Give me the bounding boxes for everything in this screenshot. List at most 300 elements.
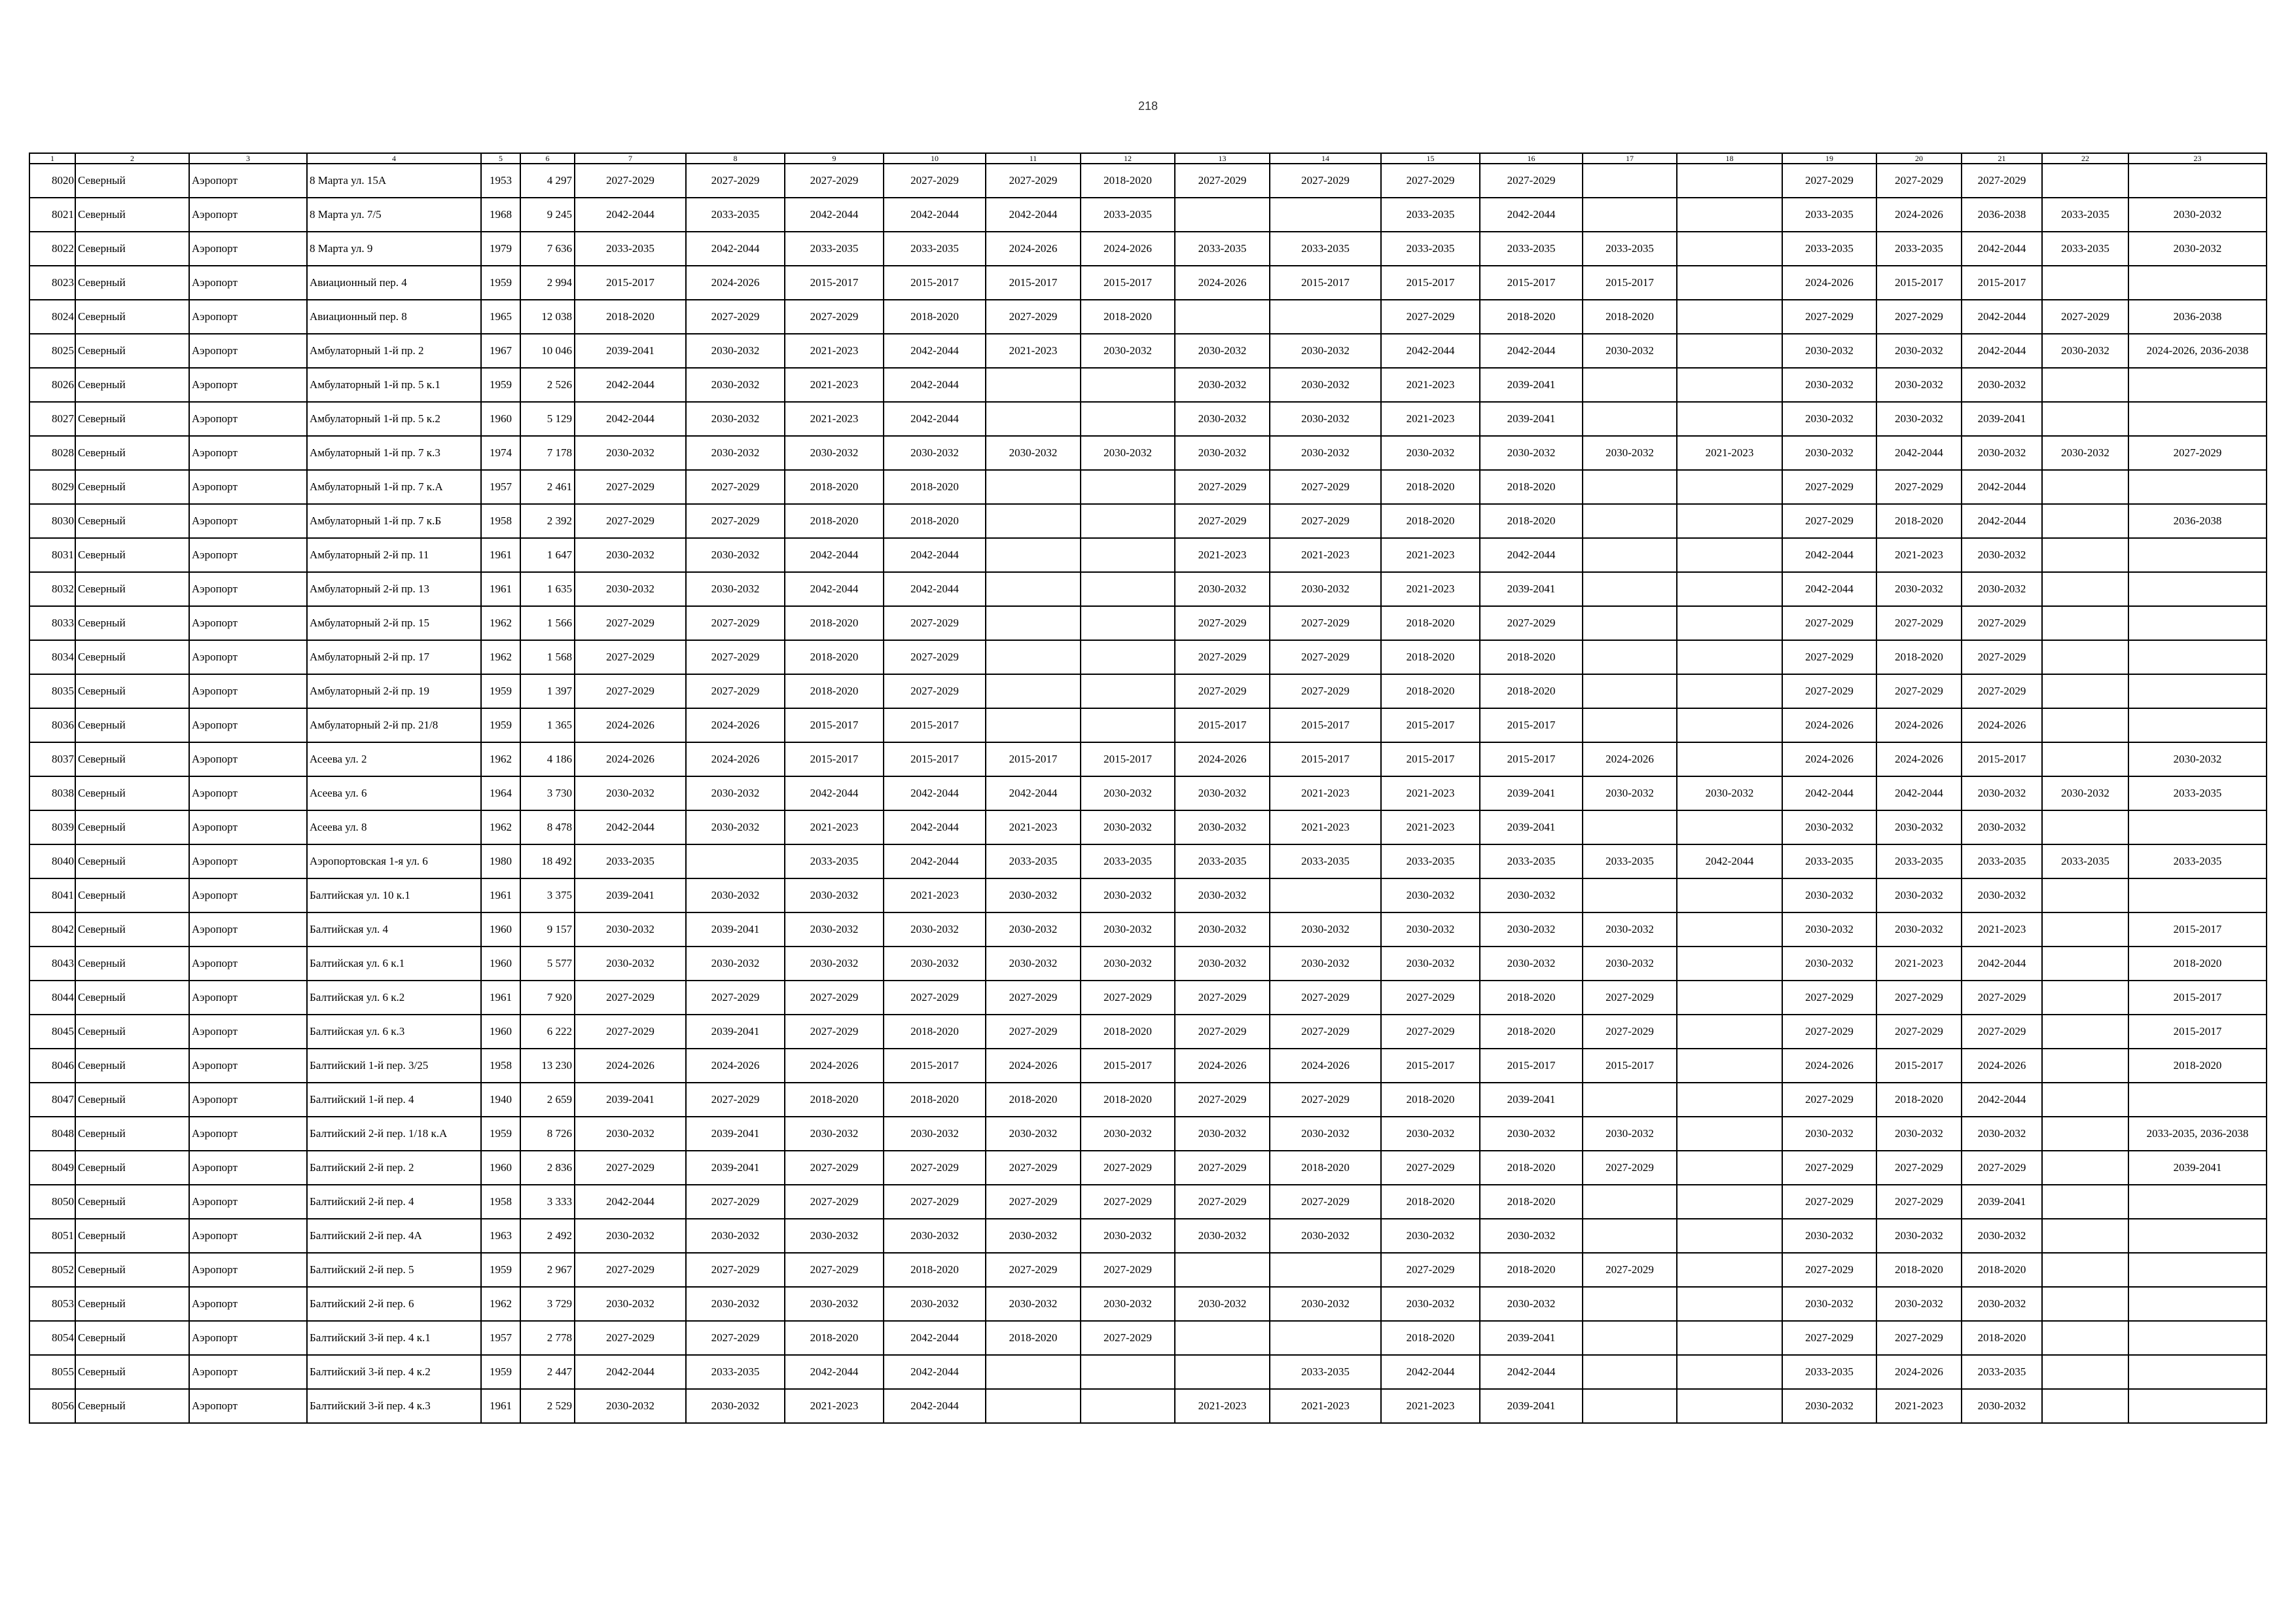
table-row	[29, 947, 2267, 981]
table-cell-col-18	[1677, 640, 1782, 674]
table-cell-col-6: 2 994	[520, 266, 575, 300]
table-cell-col-3: Аэропорт	[189, 436, 307, 470]
table-cell-col-8: 2024-2026	[686, 266, 785, 300]
table-cell-col-11: 2030-2032	[986, 1117, 1081, 1151]
table-cell-col-5: 1958	[481, 1049, 520, 1083]
table-cell-col-17	[1583, 538, 1677, 572]
table-cell-col-1: 8040	[29, 844, 75, 878]
table-cell-col-14: 2021-2023	[1270, 810, 1381, 844]
table-cell-col-22	[2042, 1287, 2128, 1321]
table-cell-col-5: 1960	[481, 912, 520, 947]
table-cell-col-10: 2015-2017	[884, 708, 986, 742]
table-cell-col-8: 2030-2032	[686, 402, 785, 436]
table-cell-col-4: Балтийский 3-й пер. 4 к.2	[307, 1355, 481, 1389]
table-cell-col-8: 2027-2029	[686, 640, 785, 674]
table-cell-col-18	[1677, 878, 1782, 912]
table-cell-col-16: 2039-2041	[1480, 402, 1583, 436]
table-cell-col-17: 2030-2032	[1583, 436, 1677, 470]
table-cell-col-19: 2024-2026	[1782, 708, 1876, 742]
table-cell-col-3: Аэропорт	[189, 1049, 307, 1083]
table-cell-col-23	[2128, 878, 2267, 912]
table-cell-col-14: 2018-2020	[1270, 1151, 1381, 1185]
table-cell-col-5: 1961	[481, 538, 520, 572]
table-cell-col-8: 2030-2032	[686, 1287, 785, 1321]
table-cell-col-18	[1677, 504, 1782, 538]
table-cell-col-5: 1963	[481, 1219, 520, 1253]
table-cell-col-5: 1962	[481, 640, 520, 674]
table-cell-col-6: 1 635	[520, 572, 575, 606]
table-cell-col-19: 2030-2032	[1782, 1287, 1876, 1321]
table-cell-col-9: 2030-2032	[785, 912, 884, 947]
table-cell-col-13: 2027-2029	[1175, 470, 1270, 504]
table-cell-col-6: 6 222	[520, 1015, 575, 1049]
table-cell-col-2: Северный	[75, 1219, 189, 1253]
table-cell-col-20: 2030-2032	[1876, 402, 1962, 436]
table-cell-col-16: 2042-2044	[1480, 334, 1583, 368]
table-cell-col-19: 2024-2026	[1782, 742, 1876, 776]
table-cell-col-22	[2042, 742, 2128, 776]
table-cell-col-19: 2027-2029	[1782, 674, 1876, 708]
table-row	[29, 844, 2267, 878]
table-cell-col-3: Аэропорт	[189, 164, 307, 198]
table-cell-col-4: Балтийский 3-й пер. 4 к.1	[307, 1321, 481, 1355]
header-row	[29, 153, 2267, 164]
table-cell-col-4: Амбулаторный 1-й пр. 5 к.1	[307, 368, 481, 402]
table-cell-col-21: 2042-2044	[1962, 334, 2042, 368]
table-cell-col-16: 2018-2020	[1480, 1151, 1583, 1185]
table-cell-col-8: 2039-2041	[686, 1117, 785, 1151]
table-cell-col-12: 2033-2035	[1081, 844, 1175, 878]
table-cell-col-4: Балтийская ул. 10 к.1	[307, 878, 481, 912]
table-cell-col-13: 2030-2032	[1175, 878, 1270, 912]
table-cell-col-12: 2030-2032	[1081, 878, 1175, 912]
table-cell-col-16: 2042-2044	[1480, 538, 1583, 572]
table-cell-col-18	[1677, 266, 1782, 300]
table-cell-col-3: Аэропорт	[189, 1287, 307, 1321]
table-cell-col-18	[1677, 912, 1782, 947]
table-cell-col-2: Северный	[75, 606, 189, 640]
table-cell-col-6: 5 129	[520, 402, 575, 436]
table-cell-col-17: 2027-2029	[1583, 1015, 1677, 1049]
table-cell-col-11: 2027-2029	[986, 1151, 1081, 1185]
table-cell-col-6: 1 397	[520, 674, 575, 708]
table-cell-col-21: 2042-2044	[1962, 470, 2042, 504]
table-cell-col-3: Аэропорт	[189, 572, 307, 606]
table-cell-col-20: 2030-2032	[1876, 912, 1962, 947]
table-cell-col-8: 2027-2029	[686, 1083, 785, 1117]
table-cell-col-3: Аэропорт	[189, 470, 307, 504]
table-cell-col-15: 2015-2017	[1381, 708, 1480, 742]
table-cell-col-23: 2033-2035	[2128, 844, 2267, 878]
table-cell-col-23	[2128, 572, 2267, 606]
table-cell-col-19: 2027-2029	[1782, 640, 1876, 674]
table-cell-col-18	[1677, 1151, 1782, 1185]
column-number-16: 16	[1480, 153, 1583, 164]
table-cell-col-10: 2030-2032	[884, 947, 986, 981]
table-cell-col-16: 2015-2017	[1480, 266, 1583, 300]
table-cell-col-19: 2027-2029	[1782, 606, 1876, 640]
column-number-15: 15	[1381, 153, 1480, 164]
table-cell-col-7: 2030-2032	[575, 912, 686, 947]
table-cell-col-23	[2128, 266, 2267, 300]
table-body	[29, 164, 2267, 1423]
table-cell-col-1: 8022	[29, 232, 75, 266]
table-cell-col-20: 2021-2023	[1876, 1389, 1962, 1423]
table-cell-col-7: 2042-2044	[575, 368, 686, 402]
table-cell-col-14: 2027-2029	[1270, 1015, 1381, 1049]
table-cell-col-3: Аэропорт	[189, 981, 307, 1015]
table-cell-col-1: 8020	[29, 164, 75, 198]
table-cell-col-12: 2027-2029	[1081, 1253, 1175, 1287]
table-cell-col-18	[1677, 368, 1782, 402]
table-cell-col-5: 1960	[481, 1015, 520, 1049]
table-cell-col-9: 2021-2023	[785, 810, 884, 844]
table-cell-col-22: 2030-2032	[2042, 776, 2128, 810]
table-cell-col-9: 2027-2029	[785, 1185, 884, 1219]
table-cell-col-4: Амбулаторный 1-й пр. 5 к.2	[307, 402, 481, 436]
table-cell-col-20: 2030-2032	[1876, 1219, 1962, 1253]
table-cell-col-23: 2018-2020	[2128, 1049, 2267, 1083]
table-cell-col-7: 2042-2044	[575, 402, 686, 436]
table-cell-col-9: 2015-2017	[785, 708, 884, 742]
table-cell-col-5: 1974	[481, 436, 520, 470]
column-number-7: 7	[575, 153, 686, 164]
table-cell-col-18	[1677, 606, 1782, 640]
table-cell-col-20: 2024-2026	[1876, 742, 1962, 776]
table-cell-col-22	[2042, 1117, 2128, 1151]
table-cell-col-7: 2033-2035	[575, 844, 686, 878]
table-cell-col-21: 2027-2029	[1962, 674, 2042, 708]
table-cell-col-14: 2030-2032	[1270, 1287, 1381, 1321]
table-cell-col-12	[1081, 674, 1175, 708]
table-cell-col-6: 4 297	[520, 164, 575, 198]
table-cell-col-7: 2030-2032	[575, 1287, 686, 1321]
table-cell-col-2: Северный	[75, 708, 189, 742]
table-row	[29, 776, 2267, 810]
table-cell-col-16: 2039-2041	[1480, 368, 1583, 402]
table-cell-col-16: 2018-2020	[1480, 981, 1583, 1015]
table-cell-col-7: 2030-2032	[575, 1389, 686, 1423]
table-cell-col-5: 1960	[481, 1151, 520, 1185]
table-cell-col-9: 2018-2020	[785, 640, 884, 674]
table-cell-col-1: 8043	[29, 947, 75, 981]
table-cell-col-3: Аэропорт	[189, 1355, 307, 1389]
table-cell-col-17	[1583, 708, 1677, 742]
table-cell-col-6: 2 526	[520, 368, 575, 402]
table-cell-col-21: 2015-2017	[1962, 266, 2042, 300]
table-cell-col-14	[1270, 300, 1381, 334]
table-cell-col-4: Балтийский 2-й пер. 5	[307, 1253, 481, 1287]
table-cell-col-6: 2 967	[520, 1253, 575, 1287]
table-cell-col-21: 2030-2032	[1962, 878, 2042, 912]
table-cell-col-18: 2021-2023	[1677, 436, 1782, 470]
table-cell-col-1: 8035	[29, 674, 75, 708]
table-cell-col-7: 2030-2032	[575, 776, 686, 810]
table-cell-col-12: 2030-2032	[1081, 776, 1175, 810]
table-cell-col-22	[2042, 1185, 2128, 1219]
table-cell-col-7: 2024-2026	[575, 1049, 686, 1083]
column-number-22: 22	[2042, 153, 2128, 164]
table-cell-col-12	[1081, 504, 1175, 538]
table-cell-col-10: 2030-2032	[884, 1219, 986, 1253]
table-cell-col-1: 8037	[29, 742, 75, 776]
table-cell-col-8: 2030-2032	[686, 1389, 785, 1423]
table-cell-col-8: 2030-2032	[686, 572, 785, 606]
table-cell-col-4: 8 Марта ул. 15А	[307, 164, 481, 198]
table-cell-col-10: 2027-2029	[884, 164, 986, 198]
table-cell-col-1: 8025	[29, 334, 75, 368]
table-cell-col-20: 2021-2023	[1876, 947, 1962, 981]
table-cell-col-1: 8021	[29, 198, 75, 232]
table-cell-col-9: 2027-2029	[785, 1151, 884, 1185]
table-cell-col-3: Аэропорт	[189, 1321, 307, 1355]
table-cell-col-9: 2021-2023	[785, 334, 884, 368]
table-cell-col-12: 2015-2017	[1081, 266, 1175, 300]
column-number-18: 18	[1677, 153, 1782, 164]
table-cell-col-10: 2042-2044	[884, 572, 986, 606]
table-cell-col-20: 2030-2032	[1876, 1287, 1962, 1321]
table-cell-col-1: 8054	[29, 1321, 75, 1355]
table-cell-col-6: 1 568	[520, 640, 575, 674]
table-cell-col-16: 2042-2044	[1480, 198, 1583, 232]
table-cell-col-10: 2027-2029	[884, 640, 986, 674]
table-cell-col-7: 2030-2032	[575, 1219, 686, 1253]
table-cell-col-22	[2042, 470, 2128, 504]
table-cell-col-1: 8048	[29, 1117, 75, 1151]
table-cell-col-10: 2042-2044	[884, 1355, 986, 1389]
table-cell-col-17: 2033-2035	[1583, 232, 1677, 266]
table-cell-col-8: 2030-2032	[686, 810, 785, 844]
table-cell-col-13	[1175, 1253, 1270, 1287]
table-cell-col-5: 1968	[481, 198, 520, 232]
column-number-14: 14	[1270, 153, 1381, 164]
table-cell-col-6: 2 447	[520, 1355, 575, 1389]
table-cell-col-6: 7 920	[520, 981, 575, 1015]
table-cell-col-12: 2015-2017	[1081, 1049, 1175, 1083]
table-cell-col-15: 2030-2032	[1381, 947, 1480, 981]
table-cell-col-3: Аэропорт	[189, 334, 307, 368]
table-cell-col-11	[986, 606, 1081, 640]
table-cell-col-14: 2027-2029	[1270, 640, 1381, 674]
table-cell-col-23: 2036-2038	[2128, 300, 2267, 334]
table-cell-col-10: 2042-2044	[884, 844, 986, 878]
table-cell-col-20: 2018-2020	[1876, 1083, 1962, 1117]
table-cell-col-1: 8023	[29, 266, 75, 300]
table-cell-col-3: Аэропорт	[189, 232, 307, 266]
table-cell-col-9: 2027-2029	[785, 164, 884, 198]
table-cell-col-4: 8 Марта ул. 9	[307, 232, 481, 266]
table-cell-col-13	[1175, 1321, 1270, 1355]
table-cell-col-14: 2027-2029	[1270, 504, 1381, 538]
table-row	[29, 1287, 2267, 1321]
table-cell-col-10: 2042-2044	[884, 198, 986, 232]
table-cell-col-17: 2030-2032	[1583, 776, 1677, 810]
table-cell-col-17	[1583, 1389, 1677, 1423]
table-cell-col-1: 8024	[29, 300, 75, 334]
table-cell-col-20: 2030-2032	[1876, 810, 1962, 844]
table-cell-col-6: 7 178	[520, 436, 575, 470]
table-cell-col-23: 2027-2029	[2128, 436, 2267, 470]
table-cell-col-7: 2042-2044	[575, 1355, 686, 1389]
table-cell-col-20: 2024-2026	[1876, 198, 1962, 232]
table-cell-col-11: 2018-2020	[986, 1083, 1081, 1117]
table-cell-col-3: Аэропорт	[189, 776, 307, 810]
table-cell-col-20: 2027-2029	[1876, 300, 1962, 334]
table-cell-col-7: 2039-2041	[575, 334, 686, 368]
table-cell-col-20: 2030-2032	[1876, 572, 1962, 606]
table-cell-col-17: 2033-2035	[1583, 844, 1677, 878]
table-cell-col-6: 7 636	[520, 232, 575, 266]
table-cell-col-16: 2039-2041	[1480, 776, 1583, 810]
table-cell-col-17	[1583, 402, 1677, 436]
table-cell-col-14: 2015-2017	[1270, 742, 1381, 776]
table-cell-col-17	[1583, 674, 1677, 708]
table-cell-col-13: 2024-2026	[1175, 266, 1270, 300]
table-cell-col-11: 2024-2026	[986, 1049, 1081, 1083]
table-cell-col-20: 2018-2020	[1876, 640, 1962, 674]
table-cell-col-9: 2027-2029	[785, 1253, 884, 1287]
table-cell-col-10: 2018-2020	[884, 504, 986, 538]
table-cell-col-23	[2128, 1321, 2267, 1355]
table-cell-col-18	[1677, 198, 1782, 232]
table-cell-col-2: Северный	[75, 232, 189, 266]
table-cell-col-5: 1961	[481, 981, 520, 1015]
table-cell-col-18	[1677, 981, 1782, 1015]
table-row	[29, 232, 2267, 266]
table-cell-col-21: 2027-2029	[1962, 981, 2042, 1015]
column-number-9: 9	[785, 153, 884, 164]
table-cell-col-5: 1953	[481, 164, 520, 198]
table-cell-col-21: 2030-2032	[1962, 1219, 2042, 1253]
table-cell-col-21: 2030-2032	[1962, 810, 2042, 844]
table-row	[29, 402, 2267, 436]
table-cell-col-13	[1175, 198, 1270, 232]
table-cell-col-7: 2027-2029	[575, 1253, 686, 1287]
table-cell-col-16: 2030-2032	[1480, 1287, 1583, 1321]
table-cell-col-16: 2018-2020	[1480, 300, 1583, 334]
table-cell-col-12: 2030-2032	[1081, 334, 1175, 368]
column-number-19: 19	[1782, 153, 1876, 164]
table-cell-col-4: Балтийский 1-й пер. 4	[307, 1083, 481, 1117]
table-cell-col-22: 2033-2035	[2042, 844, 2128, 878]
table-cell-col-20: 2027-2029	[1876, 1151, 1962, 1185]
table-cell-col-13: 2027-2029	[1175, 640, 1270, 674]
table-cell-col-9: 2027-2029	[785, 1015, 884, 1049]
table-cell-col-11	[986, 504, 1081, 538]
table-cell-col-22: 2027-2029	[2042, 300, 2128, 334]
table-cell-col-22	[2042, 1083, 2128, 1117]
table-cell-col-3: Аэропорт	[189, 402, 307, 436]
table-cell-col-20: 2015-2017	[1876, 266, 1962, 300]
table-cell-col-17: 2027-2029	[1583, 981, 1677, 1015]
table-cell-col-10: 2042-2044	[884, 776, 986, 810]
table-row	[29, 164, 2267, 198]
table-cell-col-11: 2030-2032	[986, 436, 1081, 470]
table-cell-col-11: 2027-2029	[986, 981, 1081, 1015]
table-cell-col-20: 2015-2017	[1876, 1049, 1962, 1083]
table-cell-col-16: 2015-2017	[1480, 1049, 1583, 1083]
table-cell-col-20: 2030-2032	[1876, 878, 1962, 912]
table-cell-col-17	[1583, 470, 1677, 504]
table-cell-col-2: Северный	[75, 1117, 189, 1151]
table-cell-col-9: 2042-2044	[785, 198, 884, 232]
table-cell-col-15: 2030-2032	[1381, 912, 1480, 947]
table-cell-col-3: Аэропорт	[189, 1185, 307, 1219]
table-row	[29, 436, 2267, 470]
table-cell-col-6: 9 157	[520, 912, 575, 947]
table-cell-col-18	[1677, 402, 1782, 436]
table-row	[29, 572, 2267, 606]
table-cell-col-4: Балтийский 2-й пер. 1/18 к.А	[307, 1117, 481, 1151]
table-cell-col-9: 2018-2020	[785, 606, 884, 640]
table-cell-col-21: 2039-2041	[1962, 402, 2042, 436]
table-cell-col-18	[1677, 1117, 1782, 1151]
table-cell-col-19: 2033-2035	[1782, 232, 1876, 266]
table-cell-col-16: 2027-2029	[1480, 606, 1583, 640]
table-cell-col-2: Северный	[75, 1321, 189, 1355]
table-cell-col-6: 2 659	[520, 1083, 575, 1117]
table-row	[29, 300, 2267, 334]
table-cell-col-3: Аэропорт	[189, 742, 307, 776]
table-cell-col-12	[1081, 640, 1175, 674]
table-cell-col-2: Северный	[75, 947, 189, 981]
table-cell-col-22	[2042, 674, 2128, 708]
table-row	[29, 1049, 2267, 1083]
table-cell-col-22	[2042, 1015, 2128, 1049]
table-cell-col-14: 2030-2032	[1270, 402, 1381, 436]
table-cell-col-4: Авиационный пер. 8	[307, 300, 481, 334]
table-cell-col-6: 8 726	[520, 1117, 575, 1151]
table-cell-col-5: 1961	[481, 878, 520, 912]
table-row	[29, 470, 2267, 504]
table-cell-col-17	[1583, 606, 1677, 640]
table-cell-col-14: 2027-2029	[1270, 164, 1381, 198]
table-cell-col-11: 2024-2026	[986, 232, 1081, 266]
table-cell-col-8: 2033-2035	[686, 1355, 785, 1389]
table-cell-col-13: 2027-2029	[1175, 1083, 1270, 1117]
table-cell-col-23: 2030-2032	[2128, 232, 2267, 266]
column-number-6: 6	[520, 153, 575, 164]
table-cell-col-10: 2042-2044	[884, 538, 986, 572]
table-cell-col-23	[2128, 1185, 2267, 1219]
table-cell-col-4: Балтийская ул. 6 к.1	[307, 947, 481, 981]
table-row	[29, 1117, 2267, 1151]
table-cell-col-19: 2030-2032	[1782, 912, 1876, 947]
table-cell-col-9: 2021-2023	[785, 1389, 884, 1423]
table-cell-col-8: 2024-2026	[686, 1049, 785, 1083]
table-cell-col-12	[1081, 538, 1175, 572]
table-cell-col-7: 2015-2017	[575, 266, 686, 300]
table-cell-col-19: 2042-2044	[1782, 572, 1876, 606]
table-cell-col-17: 2015-2017	[1583, 266, 1677, 300]
table-cell-col-16: 2030-2032	[1480, 436, 1583, 470]
table-cell-col-18	[1677, 1389, 1782, 1423]
table-cell-col-4: Амбулаторный 1-й пр. 7 к.А	[307, 470, 481, 504]
table-cell-col-15: 2021-2023	[1381, 1389, 1480, 1423]
table-cell-col-10: 2015-2017	[884, 266, 986, 300]
table-cell-col-7: 2042-2044	[575, 198, 686, 232]
table-cell-col-17: 2024-2026	[1583, 742, 1677, 776]
table-cell-col-21: 2042-2044	[1962, 1083, 2042, 1117]
table-cell-col-22	[2042, 947, 2128, 981]
table-cell-col-20: 2027-2029	[1876, 1015, 1962, 1049]
table-cell-col-1: 8030	[29, 504, 75, 538]
table-cell-col-10: 2018-2020	[884, 1253, 986, 1287]
table-cell-col-20: 2018-2020	[1876, 504, 1962, 538]
table-cell-col-21: 2033-2035	[1962, 1355, 2042, 1389]
table-cell-col-2: Северный	[75, 300, 189, 334]
table-row	[29, 1185, 2267, 1219]
